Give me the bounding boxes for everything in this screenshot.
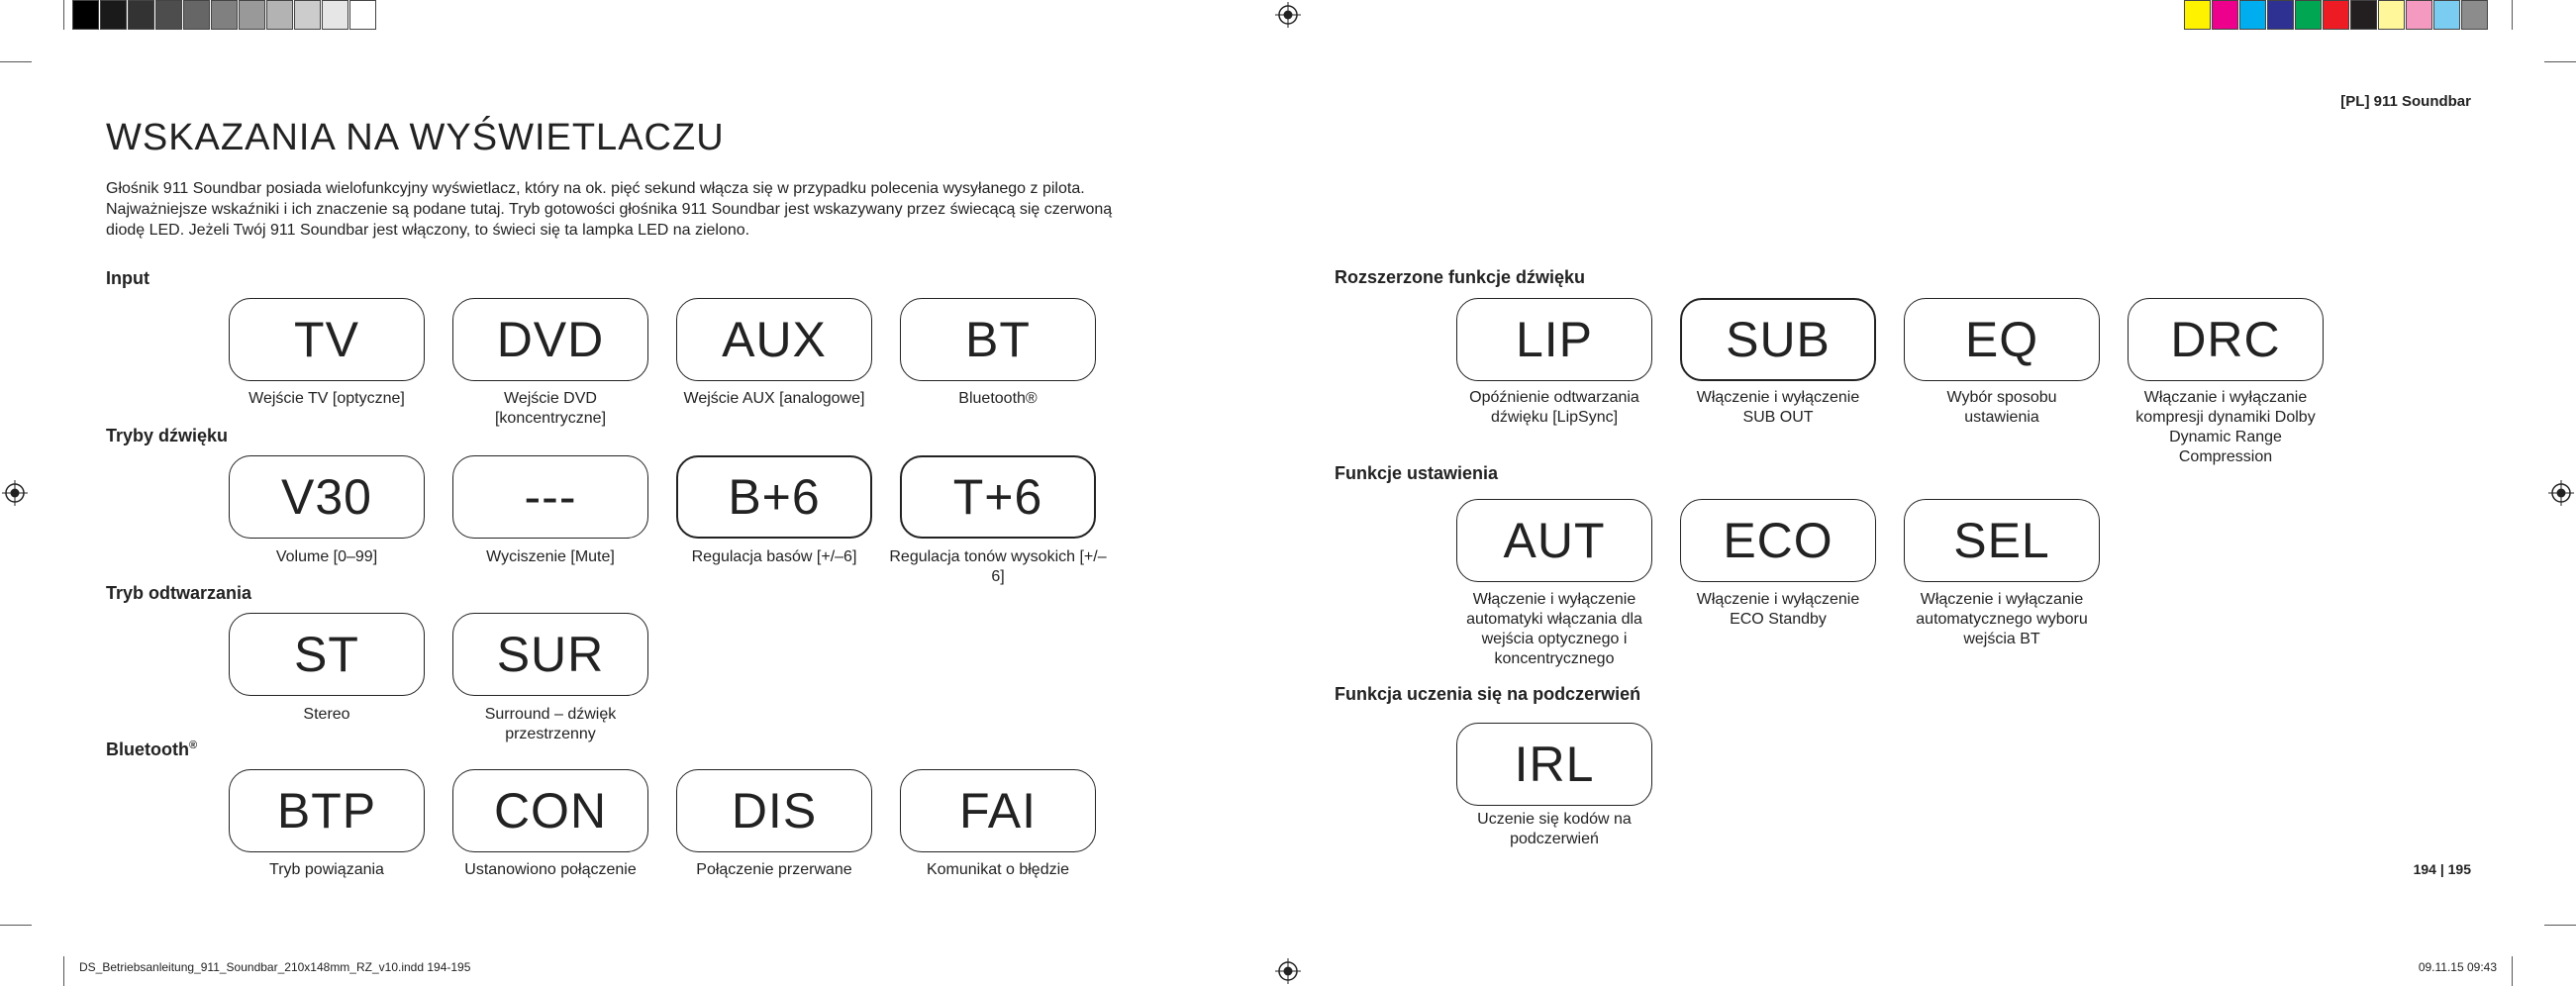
swatch <box>2239 0 2266 30</box>
display-caption: Regulacja tonów wysokich [+/–6] <box>889 548 1107 585</box>
intro-line: Najważniejsze wskaźniki i ich znaczenie są podane tutaj. Tryb gotowości głośnika 911 Soundbar jest wskazywany przez świecącą się czerwoną <box>106 201 1113 218</box>
display-caption: Bluetooth® <box>958 390 1038 407</box>
grayscale-swatches <box>72 0 377 30</box>
display-caption: Tryb powiązania <box>269 861 384 878</box>
section-title-text: Bluetooth <box>106 740 189 759</box>
crop-mark <box>2512 0 2513 30</box>
display-code-dis: DIS <box>676 769 872 852</box>
display-code-con: CON <box>452 769 648 852</box>
display-code-bass: B+6 <box>676 455 872 539</box>
footer-filename: DS_Betriebsanleitung_911_Soundbar_210x148mm_RZ_v10.indd 194-195 <box>79 960 471 974</box>
section-title-playback: Tryb odtwarzania <box>106 583 252 603</box>
display-code-lip: LIP <box>1456 298 1652 381</box>
swatch <box>322 0 348 30</box>
crop-mark <box>63 0 64 30</box>
swatch <box>2323 0 2349 30</box>
intro-line: diodę LED. Jeżeli Twój 911 Soundbar jest włączony, to świeci się ta lampka LED na zielono. <box>106 222 750 239</box>
display-caption: Włączenie i wyłączenie automatyki włączania dla wejścia optycznego i koncentrycznego <box>1466 591 1642 667</box>
display-code-st: ST <box>229 613 425 696</box>
display-code-eco: ECO <box>1680 499 1876 582</box>
display-code-dvd: DVD <box>452 298 648 381</box>
crop-mark <box>2544 61 2576 62</box>
swatch <box>349 0 376 30</box>
display-code-sel: SEL <box>1904 499 2100 582</box>
crop-mark <box>0 925 32 926</box>
intro-paragraph <box>106 178 1195 241</box>
registration-mark-icon <box>1275 2 1301 28</box>
swatch <box>2378 0 2405 30</box>
crop-mark <box>63 956 64 986</box>
swatch <box>294 0 321 30</box>
display-caption: Wybór sposobu ustawienia <box>1946 389 2057 426</box>
swatch <box>183 0 210 30</box>
registration-mark-icon <box>2 480 28 506</box>
display-caption: Surround – dźwięk przestrzenny <box>484 706 617 742</box>
swatch <box>2406 0 2432 30</box>
swatch <box>2350 0 2377 30</box>
display-code-sub: SUB <box>1680 298 1876 381</box>
display-code-aux: AUX <box>676 298 872 381</box>
display-code-mute: --- <box>452 455 648 539</box>
intro-line: Głośnik 911 Soundbar posiada wielofunkcyjny wyświetlacz, który na ok. pięć sekund włącza się w przypadku polecenia wysyłanego z pilota. <box>106 180 1085 197</box>
section-title-input: Input <box>106 268 149 288</box>
section-title-extended: Rozszerzone funkcje dźwięku <box>1335 267 1586 287</box>
section-title-sound-modes: Tryby dźwięku <box>106 426 229 445</box>
display-code-treble: T+6 <box>900 455 1096 539</box>
swatch <box>2295 0 2322 30</box>
swatch <box>211 0 238 30</box>
display-caption: Wejście TV [optyczne] <box>248 390 405 407</box>
display-caption: Uczenie się kodów na podczerwień <box>1477 811 1632 847</box>
crop-mark <box>2544 925 2576 926</box>
display-caption: Ustanowiono połączenie <box>464 861 637 878</box>
section-title-bluetooth <box>106 740 197 760</box>
section-title-ir-learning: Funkcja uczenia się na podczerwień <box>1335 684 1641 704</box>
swatch <box>100 0 127 30</box>
display-caption: Regulacja basów [+/–6] <box>691 548 857 565</box>
registration-mark-icon <box>2548 480 2574 506</box>
display-code-tv: TV <box>229 298 425 381</box>
display-caption: Włączenie i wyłączenie ECO Standby <box>1696 591 1860 628</box>
crop-mark <box>0 61 32 62</box>
swatch <box>128 0 154 30</box>
swatch <box>2461 0 2488 30</box>
display-code-sur: SUR <box>452 613 648 696</box>
registered-mark: ® <box>188 740 198 751</box>
display-code-btp: BTP <box>229 769 425 852</box>
swatch <box>155 0 182 30</box>
swatch <box>2433 0 2460 30</box>
swatch <box>239 0 265 30</box>
display-caption: Volume [0–99] <box>275 548 378 565</box>
page-title: WSKAZANIA NA WYŚWIETLACZU <box>106 117 725 158</box>
display-caption: Włączenie i wyłączanie automatycznego wyboru wejścia BT <box>1916 591 2088 647</box>
display-caption: Komunikat o błędzie <box>926 861 1070 878</box>
section-title-settings: Funkcje ustawienia <box>1335 463 1499 483</box>
display-caption: Wejście DVD [koncentryczne] <box>494 390 607 427</box>
display-caption: Włączenie i wyłączenie SUB OUT <box>1696 389 1860 426</box>
display-code-irl: IRL <box>1456 723 1652 806</box>
swatch <box>2267 0 2294 30</box>
swatch <box>72 0 99 30</box>
display-code-v30: V30 <box>229 455 425 539</box>
display-code-aut: AUT <box>1456 499 1652 582</box>
registration-mark-icon <box>1275 958 1301 984</box>
footer-date: 09.11.15 09:43 <box>2418 960 2497 974</box>
swatch <box>266 0 293 30</box>
display-caption: Stereo <box>303 706 350 723</box>
color-swatches <box>2184 0 2489 30</box>
display-code-fai: FAI <box>900 769 1096 852</box>
display-caption: Wejście AUX [analogowe] <box>683 390 865 407</box>
page-header: [PL] 911 Soundbar <box>2340 93 2471 110</box>
display-caption: Włączanie i wyłączanie kompresji dynamiki Dolby Dynamic Range Compression <box>2135 389 2316 465</box>
swatch <box>2184 0 2211 30</box>
display-caption: Wyciszenie [Mute] <box>486 548 615 565</box>
display-code-drc: DRC <box>2128 298 2324 381</box>
swatch <box>2212 0 2238 30</box>
display-code-bt: BT <box>900 298 1096 381</box>
page-numbers: 194 | 195 <box>2413 861 2471 877</box>
display-caption: Opóźnienie odtwarzania dźwięku [LipSync] <box>1469 389 1639 426</box>
display-caption: Połączenie przerwane <box>696 861 852 878</box>
display-code-eq: EQ <box>1904 298 2100 381</box>
crop-mark <box>2512 956 2513 986</box>
